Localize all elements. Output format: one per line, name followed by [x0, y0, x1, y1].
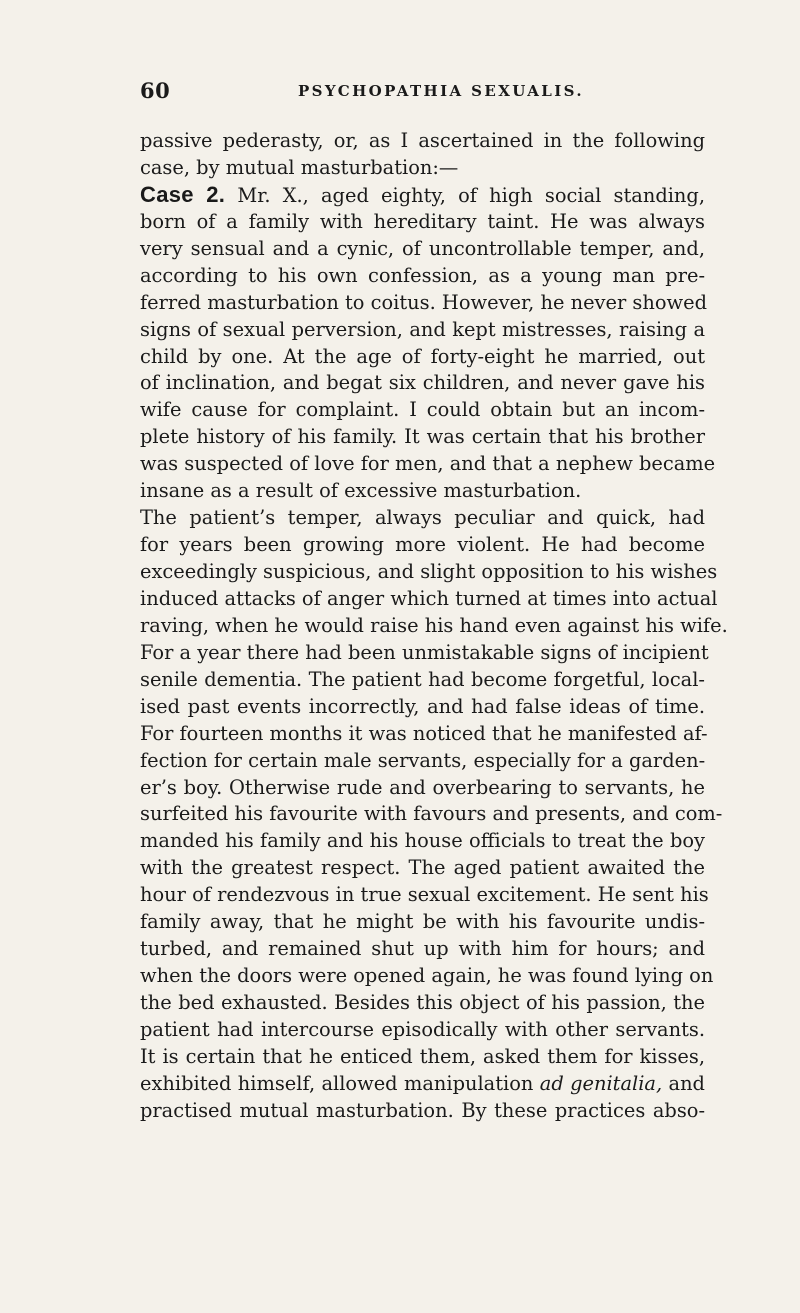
body-text [140, 128, 728, 1125]
text-line: case, by mutual masturbation:— [140, 155, 459, 179]
running-head [140, 78, 705, 108]
text-line: wife cause for complaint. I could obtain but an incom- [140, 398, 705, 422]
case-label: Case 2. [140, 181, 226, 207]
text-line: turbed, and remained shut up with him for hours; and [140, 937, 705, 961]
text-line: senile dementia. The patient had become forgetful, local- [140, 667, 705, 691]
text-line: The patient’s temper, always peculiar and quick, had [140, 506, 705, 530]
text-line: insane as a result of excessive masturbation. [140, 479, 582, 503]
text-line: for years been growing more violent. He had become [140, 533, 705, 557]
text-line-with-italic [140, 1071, 705, 1098]
text-line: It is certain that he enticed them, asked them for kisses, [140, 1044, 705, 1068]
text-line: plete history of his family. It was certain that his brother [140, 425, 705, 449]
text-line: For a year there had been unmistakable signs of incipient [140, 640, 709, 664]
text-line: manded his family and his house officials to treat the boy [140, 829, 705, 853]
text-line: induced attacks of anger which turned at times into actual [140, 586, 718, 610]
page-number: 60 [140, 78, 171, 103]
text-line: exceedingly suspicious, and slight opposition to his wishes [140, 560, 718, 583]
text-line: was suspected of love for men, and that a nephew became [140, 452, 716, 476]
text-line: surfeited his favourite with favours and presents, and com- [140, 802, 723, 826]
text-line: ised past events incorrectly, and had false ideas of time. [140, 694, 705, 718]
text-line: the bed exhausted. Besides this object of his passion, the [140, 991, 705, 1014]
text-line: fection for certain male servants, especially for a garden- [140, 748, 706, 772]
text-line: very sensual and a cynic, of uncontrollable temper, and, [140, 236, 705, 260]
text-line: child by one. At the age of forty-eight he married, out [140, 344, 705, 368]
text-line: er’s boy. Otherwise rude and overbearing to servants, he [140, 775, 705, 799]
book-title: PSYCHOPATHIA SEXUALIS. [298, 82, 584, 100]
text-line: practised mutual masturbation. By these practices abso- [140, 1098, 705, 1122]
text-line: passive pederasty, or, as I ascertained in the following [140, 129, 705, 152]
latin-phrase: ad genitalia, [539, 1071, 663, 1095]
text-fragment: Mr. X., aged eighty, of high social standing, [237, 183, 706, 207]
text-line: raving, when he would raise his hand even against his wife. [140, 613, 728, 637]
case-heading-line [140, 182, 705, 209]
text-line: with the greatest respect. The aged patient awaited the [140, 856, 705, 880]
text-line: when the doors were opened again, he was found lying on [140, 964, 714, 988]
text-line: born of a family with hereditary taint. He was always [140, 209, 705, 233]
text-line: ferred masturbation to coitus. However, he never showed [140, 290, 708, 314]
text-line: For fourteen months it was noticed that he manifested af- [140, 721, 708, 745]
text-line: family away, that he might be with his favourite undis- [140, 910, 705, 934]
text-fragment: exhibited himself, allowed manipulation [140, 1071, 540, 1095]
text-line: according to his own confession, as a young man pre- [140, 263, 705, 287]
text-line: of inclination, and begat six children, and never gave his [140, 371, 705, 395]
text-line: hour of rendezvous in true sexual excitement. He sent his [140, 883, 709, 907]
text-line: patient had intercourse episodically with other servants. [140, 1017, 705, 1041]
text-fragment: and [662, 1071, 705, 1095]
text-line: signs of sexual perversion, and kept mistresses, raising a [140, 317, 705, 341]
